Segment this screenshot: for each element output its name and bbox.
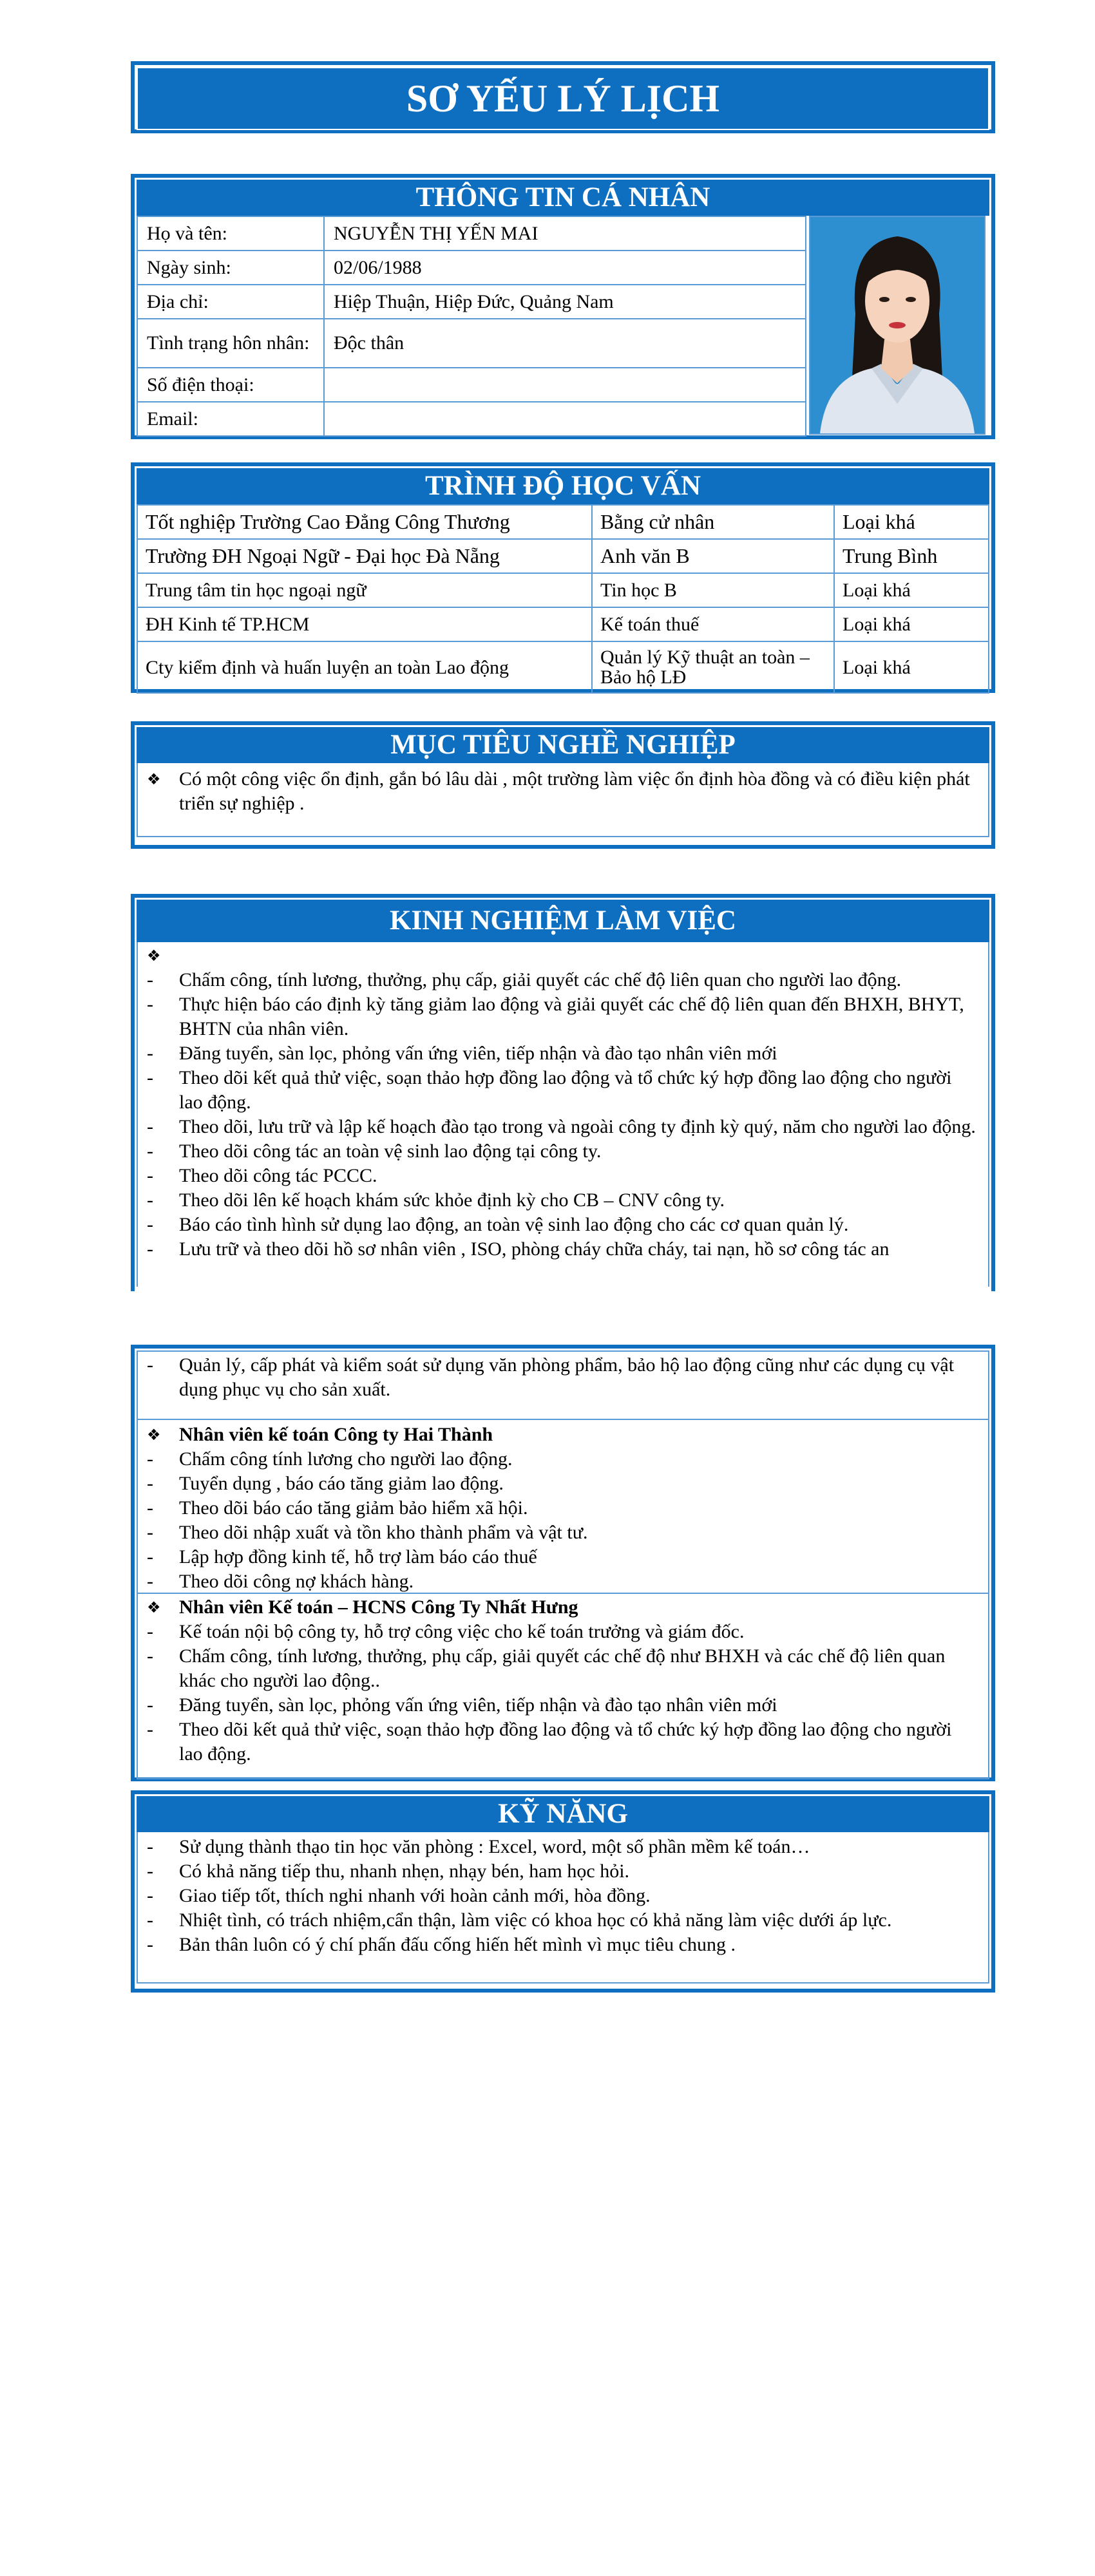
duty-text: Theo dõi công nợ khách hàng. [179, 1571, 414, 1592]
info-label: Tình trạng hôn nhân: [137, 319, 324, 368]
list-item [147, 1041, 979, 1066]
dash-bullet: - [147, 1571, 153, 1592]
list-item [147, 1884, 979, 1908]
personal-info-table [137, 216, 806, 437]
profile-photo [809, 216, 986, 435]
dash-bullet: - [147, 1238, 153, 1260]
education-heading: TRÌNH ĐỘ HỌC VẤN [137, 468, 989, 504]
degree-cell: Quản lý Kỹ thuật an toàn – Bảo hộ LĐ [592, 641, 834, 693]
dash-bullet: - [147, 1645, 153, 1667]
education-section [131, 462, 995, 693]
experience-heading: KINH NGHIỆM LÀM VIỆC [137, 900, 989, 942]
duty-text: Theo dõi công tác an toàn vệ sinh lao động tại công ty. [179, 1141, 602, 1162]
degree-cell: Anh văn B [592, 539, 834, 573]
duty-text: Theo dõi kết quả thử việc, soạn thảo hợp đồng lao động và tổ chức ký hợp đồng lao động cho người lao động. [179, 1067, 952, 1113]
list-item [147, 1139, 979, 1164]
objective-section [131, 721, 995, 849]
info-row-marital [137, 319, 806, 368]
skill-text: Giao tiếp tốt, thích nghi nhanh với hoàn cảnh mới, hòa đồng. [179, 1885, 651, 1906]
list-item [147, 1693, 979, 1718]
list-item [147, 968, 979, 992]
dash-bullet: - [147, 1448, 153, 1470]
experience-section [131, 894, 995, 1291]
job-title-row [147, 1595, 979, 1620]
objective-text: Có một công việc ổn định, gắn bó lâu dài , một trường làm việc ổn định hòa đồng và có điều kiện phát triển sự nghiệp . [179, 768, 970, 814]
dash-bullet: - [147, 1497, 153, 1519]
info-label: Email: [137, 402, 324, 436]
dash-bullet: - [147, 994, 153, 1015]
skill-text: Nhiệt tình, có trách nhiệm,cẩn thận, làm việc có khoa học có khả năng làm việc dưới áp lực. [179, 1909, 892, 1931]
dash-bullet: - [147, 1141, 153, 1162]
list-item [147, 1164, 979, 1188]
dash-bullet: - [147, 1934, 153, 1955]
list-item [147, 1569, 979, 1594]
duty-text: Theo dõi báo cáo tăng giảm bảo hiểm xã hội. [179, 1497, 528, 1519]
list-item [147, 1644, 979, 1693]
title-box [131, 61, 995, 133]
degree-cell: Tin học B [592, 573, 834, 607]
list-item [147, 1353, 979, 1402]
info-value: Độc thân [324, 319, 806, 368]
list-item [147, 1545, 979, 1569]
education-row [137, 539, 989, 573]
job-title: Nhân viên kế toán Công ty Hai Thành [179, 1424, 493, 1445]
duty-text: Quản lý, cấp phát và kiểm soát sử dụng văn phòng phẩm, bảo hộ lao động cũng như các dụng cụ vật dụng phục vụ cho sản xuất. [179, 1354, 955, 1400]
dash-bullet: - [147, 1067, 153, 1088]
info-row-email [137, 402, 806, 436]
skills-heading: KỸ NĂNG [137, 1796, 989, 1832]
portrait-image [810, 217, 984, 433]
list-item [147, 1859, 979, 1884]
diamond-bullet-icon: ❖ [147, 1426, 161, 1444]
list-item [147, 1188, 979, 1213]
duty-text: Kế toán nội bộ công ty, hỗ trợ công việc cho kế toán trưởng và giám đốc. [179, 1621, 745, 1642]
skill-text: Bản thân luôn có ý chí phấn đấu cống hiến hết mình vì mục tiêu chung . [179, 1934, 736, 1955]
degree-cell: Bằng cử nhân [592, 505, 834, 539]
experience-section-continued [131, 1345, 995, 1781]
skill-text: Có khả năng tiếp thu, nhanh nhẹn, nhạy bén, ham học hỏi. [179, 1861, 630, 1882]
grade-cell: Loại khá [834, 641, 989, 693]
duty-text: Thực hiện báo cáo định kỳ tăng giảm lao động và giải quyết các chế độ liên quan đến BHXH, BHYT, BHTN của nhân viên. [179, 994, 964, 1039]
list-item [147, 1237, 979, 1262]
info-value: NGUYỄN THỊ YẾN MAI [324, 216, 806, 251]
list-item [147, 1835, 979, 1859]
experience-continued-block [138, 1352, 988, 1420]
list-item [147, 1908, 979, 1933]
list-item [147, 1213, 979, 1237]
diamond-bullet-icon: ❖ [147, 1598, 161, 1616]
list-item [147, 1718, 979, 1766]
school-cell: Trung tâm tin học ngoại ngữ [137, 573, 592, 607]
page-title: SƠ YẾU LÝ LỊCH [137, 67, 989, 130]
education-row [137, 641, 989, 693]
dash-bullet: - [147, 1116, 153, 1137]
duty-text: Lưu trữ và theo dõi hồ sơ nhân viên , ISO, phòng cháy chữa cháy, tai nạn, hồ sơ công tác an [179, 1238, 890, 1260]
info-label: Ngày sinh: [137, 251, 324, 285]
objective-item [147, 767, 979, 816]
job-title: Nhân viên Kế toán – HCNS Công Ty Nhất Hưng [179, 1596, 578, 1618]
info-label: Số điện thoại: [137, 368, 324, 402]
info-value [324, 368, 806, 402]
grade-cell: Trung Bình [834, 539, 989, 573]
school-cell: ĐH Kinh tế TP.HCM [137, 607, 592, 641]
duty-text: Đăng tuyển, sàn lọc, phỏng vấn ứng viên, tiếp nhận và đào tạo nhân viên mới [179, 1043, 777, 1064]
job-block [138, 1594, 988, 1770]
dash-bullet: - [147, 969, 153, 990]
duty-text: Chấm công, tính lương, thưởng, phụ cấp, giải quyết các chế độ như BHXH và các chế độ liên quan khác cho người lao động.. [179, 1645, 946, 1691]
dash-bullet: - [147, 1473, 153, 1494]
list-item [147, 1520, 979, 1545]
diamond-bullet-icon: ❖ [147, 947, 161, 965]
objective-heading: MỤC TIÊU NGHỀ NGHIỆP [137, 727, 989, 763]
job-block [138, 1420, 988, 1594]
skills-section [131, 1790, 995, 1993]
personal-info-section [131, 174, 995, 439]
duty-text: Chấm công tính lương cho người lao động. [179, 1448, 513, 1470]
info-row-dob [137, 251, 806, 285]
list-item [147, 992, 979, 1041]
dash-bullet: - [147, 1861, 153, 1882]
info-value: 02/06/1988 [324, 251, 806, 285]
list-item [147, 1115, 979, 1139]
list-item [147, 1066, 979, 1115]
duty-text: Theo dõi kết quả thử việc, soạn thảo hợp đồng lao động và tổ chức ký hợp đồng lao động cho người lao động. [179, 1719, 952, 1765]
grade-cell: Loại khá [834, 573, 989, 607]
skill-text: Sử dụng thành thạo tin học văn phòng : Excel, word, một số phần mềm kế toán… [179, 1836, 810, 1857]
job-title-row [147, 943, 979, 968]
info-label: Địa chỉ: [137, 285, 324, 319]
list-item [147, 1447, 979, 1472]
degree-cell: Kế toán thuế [592, 607, 834, 641]
education-row [137, 505, 989, 539]
info-value [324, 402, 806, 436]
dash-bullet: - [147, 1522, 153, 1543]
school-cell: Tốt nghiệp Trường Cao Đẳng Công Thương [137, 505, 592, 539]
job-title-row [147, 1423, 979, 1447]
dash-bullet: - [147, 1189, 153, 1211]
info-value: Hiệp Thuận, Hiệp Đức, Quảng Nam [324, 285, 806, 319]
list-item [147, 1472, 979, 1496]
duty-text: Theo dõi lên kế hoạch khám sức khỏe định kỳ cho CB – CNV công ty. [179, 1189, 725, 1211]
dash-bullet: - [147, 1885, 153, 1906]
duty-text: Tuyển dụng , báo cáo tăng giảm lao động. [179, 1473, 504, 1494]
dash-bullet: - [147, 1621, 153, 1642]
duty-text: Đăng tuyển, sàn lọc, phỏng vấn ứng viên, tiếp nhận và đào tạo nhân viên mới [179, 1694, 777, 1716]
info-row-name [137, 216, 806, 251]
info-label: Họ và tên: [137, 216, 324, 251]
grade-cell: Loại khá [834, 505, 989, 539]
info-row-phone [137, 368, 806, 402]
list-item [147, 1496, 979, 1520]
education-row [137, 573, 989, 607]
dash-bullet: - [147, 1354, 153, 1376]
dash-bullet: - [147, 1909, 153, 1931]
dash-bullet: - [147, 1694, 153, 1716]
education-table [137, 504, 989, 694]
dash-bullet: - [147, 1214, 153, 1235]
school-cell: Cty kiểm định và huấn luyện an toàn Lao động [137, 641, 592, 693]
duty-text: Chấm công, tính lương, thưởng, phụ cấp, giải quyết các chế độ liên quan cho người lao động. [179, 969, 902, 990]
duty-text: Lập hợp đồng kinh tế, hỗ trợ làm báo cáo thuế [179, 1546, 537, 1567]
education-row [137, 607, 989, 641]
dash-bullet: - [147, 1043, 153, 1064]
diamond-bullet-icon: ❖ [147, 770, 161, 788]
dash-bullet: - [147, 1165, 153, 1186]
grade-cell: Loại khá [834, 607, 989, 641]
dash-bullet: - [147, 1546, 153, 1567]
personal-info-heading: THÔNG TIN CÁ NHÂN [137, 180, 989, 216]
duty-text: Báo cáo tình hình sử dụng lao động, an toàn vệ sinh lao động cho các cơ quan quản lý. [179, 1214, 849, 1235]
duty-text: Theo dõi công tác PCCC. [179, 1165, 377, 1186]
info-row-address [137, 285, 806, 319]
list-item [147, 1933, 979, 1957]
list-item [147, 1620, 979, 1644]
dash-bullet: - [147, 1719, 153, 1740]
duty-text: Theo dõi, lưu trữ và lập kế hoạch đào tạo trong và ngoài công ty định kỳ quý, năm cho người lao động. [179, 1116, 976, 1137]
school-cell: Trường ĐH Ngoại Ngữ - Đại học Đà Nẵng [137, 539, 592, 573]
dash-bullet: - [147, 1836, 153, 1857]
duty-text: Theo dõi nhập xuất và tồn kho thành phẩm và vật tư. [179, 1522, 588, 1543]
